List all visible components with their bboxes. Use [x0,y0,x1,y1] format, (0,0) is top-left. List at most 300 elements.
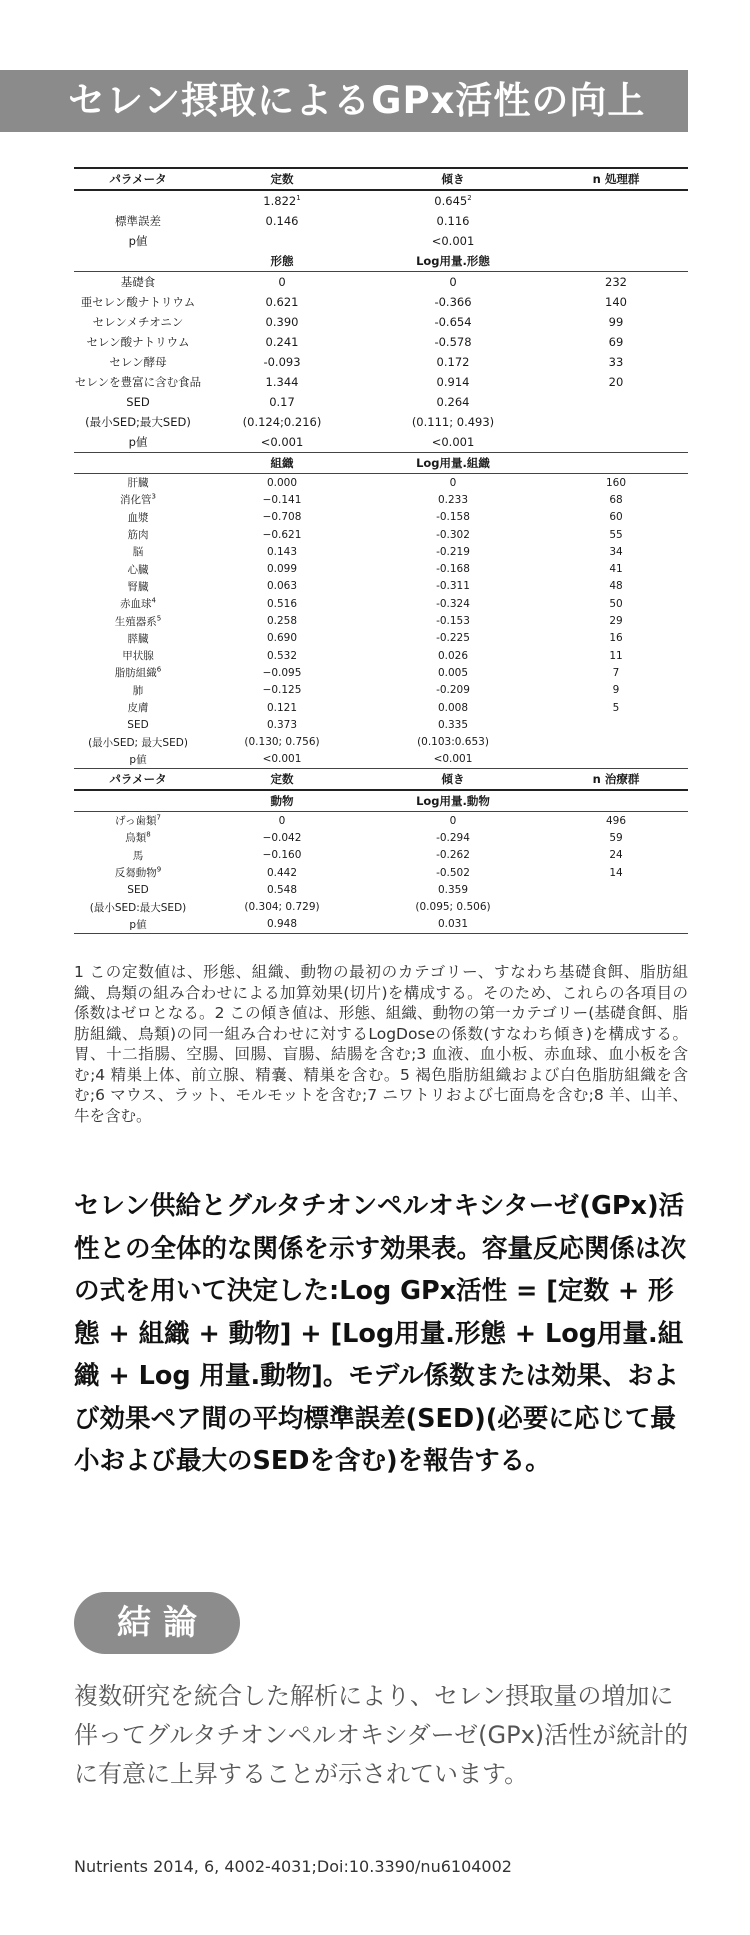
row-label-text: 反芻動物 [114,867,157,880]
section-label-text: 動物 [270,794,294,809]
row-label [74,352,202,372]
table-row [74,829,688,846]
row-label [74,595,202,612]
slope-value [362,829,544,846]
section-label [362,790,544,812]
slope-value-text: <0.001 [433,753,473,766]
section-header-row [74,790,688,812]
slope-value [362,272,544,293]
constant-value-text: 0.390 [265,315,299,329]
n-value-text: 50 [609,597,623,610]
row-label [74,312,202,332]
row-label-text: げっ歯類 [115,815,157,828]
section-header-row [74,453,688,474]
constant-value [202,578,362,595]
row-label-text: SED [127,718,149,731]
row-label [74,491,202,508]
slope-value-text: -0.219 [436,545,470,558]
row-label [74,392,202,412]
constant-value-text: 0.146 [265,214,299,228]
section-header-row [74,251,688,272]
n-value-text: 59 [609,831,623,844]
slope-value-text: -0.311 [436,580,470,593]
constant-value [202,432,362,453]
table-row [74,352,688,372]
n-value-text: 29 [609,615,623,628]
n-value [544,509,688,526]
table-row [74,292,688,312]
table-row [74,211,688,231]
constant-value [202,560,362,577]
slope-value [362,733,544,750]
n-value-text: 33 [608,355,624,369]
slope-value [362,716,544,733]
constant-value-text: (0.124;0.216) [242,415,322,429]
slope-value-text: <0.001 [431,435,475,449]
row-label-text: 心臓 [127,563,149,576]
table-row [74,231,688,251]
row-label [74,526,202,543]
n-value [544,595,688,612]
n-value [544,292,688,312]
slope-value-text: 0.914 [436,375,470,389]
header-cell-text: n 処理群 [592,172,640,186]
footnote-marker: 4 [151,596,156,605]
footnote-marker: 6 [156,665,162,674]
footnote-marker: 9 [156,865,162,874]
table-row [74,664,688,681]
n-value [544,612,688,629]
row-label [74,543,202,560]
n-value-text: 68 [609,493,623,506]
constant-value [202,211,362,231]
table-row [74,190,688,211]
slope-value [362,412,544,432]
constant-value [202,352,362,372]
constant-value-text: −0.141 [262,493,302,506]
slope-value-text: -0.262 [436,849,470,862]
n-value-text: 69 [608,335,624,349]
footnote-marker: 5 [156,614,162,623]
slope-value-text: -0.153 [436,615,470,628]
table-row [74,716,688,733]
constant-value [202,682,362,699]
slope-value [362,812,544,830]
row-label-text: セレン酸ナトリウム [86,335,190,349]
slope-value-text: 0.645 [434,194,468,208]
row-label-text: セレンを豊富に含む食品 [74,375,202,389]
row-label [74,881,202,898]
footnote-marker: 8 [146,830,151,839]
constant-value [202,899,362,916]
header-cell [362,168,544,190]
slope-value [362,491,544,508]
n-value-text: 24 [609,849,623,862]
row-label [74,647,202,664]
n-value [544,682,688,699]
slope-value-text: 0.026 [437,649,469,662]
row-label-text: 筋肉 [127,529,149,542]
table-row [74,392,688,412]
row-label-text: 亜セレン酸ナトリウム [80,295,196,309]
row-label [74,733,202,750]
slope-value-text: 0.335 [437,718,469,731]
row-label-text: 鳥類 [125,832,147,845]
n-value [544,578,688,595]
slope-value [362,699,544,716]
row-label [74,612,202,629]
constant-value [202,392,362,412]
constant-value [202,595,362,612]
constant-value [202,272,362,293]
n-value-text: 20 [608,375,624,389]
conclusion-text: 複数研究を統合した解析により、セレン摂取量の増加に伴ってグルタチオンペルオキシダーゼ(GPx)活性が統計的に有意に上昇することが示されています。 [74,1682,689,1788]
constant-value-text: 0.000 [266,476,298,489]
header-cell-text: 傾き [441,772,465,787]
row-label-text: SED [126,395,150,409]
constant-value [202,699,362,716]
constant-value [202,526,362,543]
footnote-marker: 2 [467,194,472,203]
constant-value-text: −0.708 [262,511,302,524]
slope-value-text: 0.233 [437,493,469,506]
header-cell-text: パラメータ [109,772,167,787]
n-value-text: 99 [608,315,624,329]
table-row [74,916,688,934]
constant-value-text: 1.822 [263,194,297,208]
row-label-text: 肝臓 [127,477,149,490]
n-value-text: 55 [609,528,623,541]
constant-value-text: 0.121 [266,701,298,714]
row-label [74,682,202,699]
slope-value [362,292,544,312]
slope-value [362,847,544,864]
row-label [74,899,202,916]
header-cell [202,769,362,791]
row-label-text: 標準誤差 [115,214,161,228]
constant-value [202,509,362,526]
constant-value-text: 0.532 [266,649,298,662]
constant-value [202,332,362,352]
header-cell [544,168,688,190]
header-cell-text: n 治療群 [592,772,640,787]
section-label-text: 組織 [270,456,294,470]
section-label [202,790,362,812]
header-cell-text: 定数 [270,172,294,186]
n-value [544,474,688,492]
n-value [544,647,688,664]
n-value-text: 11 [609,649,623,662]
table-row [74,647,688,664]
row-label [74,829,202,846]
n-value [544,664,688,681]
row-label [74,699,202,716]
n-value [544,352,688,372]
table-row [74,864,688,881]
section-label-text: Log用量.動物 [416,794,490,809]
row-label [74,372,202,392]
table-row [74,543,688,560]
table-row [74,474,688,492]
section-blank [74,790,202,812]
section-label [362,453,544,474]
constant-value [202,647,362,664]
constant-value-text: −0.125 [262,684,302,697]
row-label-text: 肺 [132,684,144,697]
slope-value [362,647,544,664]
row-label-text: 生殖器系 [114,615,157,628]
table-row [74,881,688,898]
slope-value-text: 0 [449,275,457,289]
n-value-text: 60 [609,511,623,524]
slope-value [362,352,544,372]
constant-value [202,372,362,392]
constant-value-text: 0.373 [266,718,298,731]
row-label-text: p値 [129,753,147,766]
slope-value-text: 0 [449,814,457,827]
n-value [544,332,688,352]
table-row [74,332,688,352]
n-value [544,829,688,846]
constant-value [202,812,362,830]
table-header-row [74,769,688,791]
table-row [74,630,688,647]
row-label-text: 脂肪組織 [114,667,157,680]
slope-value [362,881,544,898]
n-value [544,864,688,881]
slope-value-text: -0.225 [436,632,470,645]
row-label [74,812,202,830]
slope-value [362,372,544,392]
table-row [74,899,688,916]
n-value [544,716,688,733]
n-value-text: 7 [612,666,620,679]
slope-value-text: (0.103:0.653) [417,736,489,749]
slope-value [362,630,544,647]
slope-value-text: -0.302 [436,528,470,541]
n-value [544,412,688,432]
n-value-text: 16 [609,632,623,645]
constant-value [202,412,362,432]
section-label-text: Log用量.形態 [416,254,490,268]
constant-value [202,716,362,733]
header-cell-text: 傾き [441,172,465,186]
constant-value-text: 0 [278,814,286,827]
row-label [74,847,202,864]
n-value-text: 496 [605,814,627,827]
slope-value-text: -0.654 [434,315,472,329]
slope-value [362,543,544,560]
table-row [74,526,688,543]
row-label-text: 血漿 [127,511,149,524]
row-label [74,474,202,492]
row-label-text: 馬 [132,849,144,862]
constant-value-text: 0.063 [266,580,298,593]
slope-value-text: 0.359 [437,883,469,896]
n-value-text: 34 [609,545,623,558]
row-label [74,578,202,595]
table-row [74,751,688,769]
table-row [74,847,688,864]
constant-value-text: 0.548 [266,883,298,896]
row-label [74,231,202,251]
n-value-text: 5 [612,701,620,714]
slope-value [362,432,544,453]
row-label [74,560,202,577]
slope-value [362,682,544,699]
row-label-text: p値 [129,918,147,931]
header-cell-text: パラメータ [109,172,167,186]
row-label-text: (最小SED; 最大SED) [88,736,188,749]
slope-value [362,312,544,332]
n-value [544,733,688,750]
n-value-text: 140 [605,295,627,309]
slope-value [362,578,544,595]
table-row [74,699,688,716]
table-row [74,560,688,577]
slope-value [362,211,544,231]
slope-value-text: 0.116 [436,214,470,228]
section-label [202,251,362,272]
table-row [74,733,688,750]
constant-value [202,190,362,211]
n-value [544,312,688,332]
slope-value [362,190,544,211]
slope-value-text: (0.095; 0.506) [415,901,491,914]
section-label [202,453,362,474]
row-label-text: 消化管 [120,494,152,507]
n-value [544,881,688,898]
slope-value [362,526,544,543]
constant-value-text: −0.621 [262,528,302,541]
header-cell [74,168,202,190]
constant-value-text: 0.258 [266,615,298,628]
constant-value-text: −0.095 [262,666,302,679]
slope-value-text: -0.209 [436,684,470,697]
constant-value-text: 0.241 [265,335,299,349]
row-label-text: セレンメチオニン [92,315,184,329]
table-row [74,491,688,508]
citation: Nutrients 2014, 6, 4002-4031;Doi:10.3390/nu6104002 [74,1857,512,1876]
header-cell [362,769,544,791]
row-label [74,751,202,769]
constant-value-text: −0.160 [262,849,302,862]
slope-value [362,899,544,916]
section-blank [74,453,202,474]
constant-value [202,864,362,881]
constant-value-text: 0.442 [266,866,298,879]
n-value [544,543,688,560]
slope-value [362,392,544,412]
section-blank [74,251,202,272]
table-row [74,432,688,453]
n-value-text: 41 [609,563,623,576]
row-label [74,211,202,231]
constant-value [202,829,362,846]
slope-value-text: <0.001 [431,234,475,248]
row-label-text: 甲状腺 [122,650,154,663]
constant-value-text: <0.001 [262,753,302,766]
slope-value [362,231,544,251]
footnote-marker: 3 [151,492,156,501]
constant-value-text: −0.042 [262,831,302,844]
slope-value [362,916,544,934]
table-row [74,509,688,526]
table-row [74,412,688,432]
slope-value-text: -0.324 [436,597,470,610]
n-value [544,272,688,293]
section-blank [544,453,688,474]
table-row [74,812,688,830]
row-label [74,292,202,312]
row-label [74,509,202,526]
row-label-text: セレン酵母 [109,355,167,369]
slope-value-text: -0.366 [434,295,472,309]
row-label-text: SED [127,883,149,896]
slope-value-text: -0.158 [436,511,470,524]
n-value-text: 14 [609,866,623,879]
slope-value [362,509,544,526]
slope-value-text: -0.502 [436,866,470,879]
row-label-text: 脳 [132,546,144,559]
table-row [74,612,688,629]
n-value [544,699,688,716]
table-row [74,682,688,699]
n-value [544,190,688,211]
n-value [544,812,688,830]
table-footnotes: 1 この定数値は、形態、組織、動物の最初のカテゴリー、すなわち基礎食餌、脂肪組織、鳥類の組み合わせによる加算効果(切片)を構成する。そのため、これらの各項目の係数はゼロとなる。2 この傾き値は、形態、組織、動物の第一カテゴリー(基礎食餌、脂肪組織、鳥類)の同一組み合わせに対するLogDoseの係数(すなわち傾き)を構成する。胃、十二指腸、空腸、回腸、盲腸、結腸を含む;3 血液、血小板、赤血球、血小板を含む;4 精巣上体、前立腺、精嚢、精巣を含む。5 褐色脂肪組織および白色脂肪組織を含む;6 マウス、ラット、モルモットを含む;7 ニワトリおよび七面鳥を含む;8 羊、山羊、牛を含む。 [74,963,688,1125]
slope-value-text: 0.005 [437,666,469,679]
constant-value [202,292,362,312]
n-value [544,491,688,508]
row-label-text: 腎臓 [127,580,149,593]
constant-value-text: 0.621 [265,295,299,309]
constant-value-text: 0.690 [266,632,298,645]
constant-value [202,881,362,898]
conclusion-label: 結論 [74,1592,240,1654]
constant-value-text: <0.001 [260,435,304,449]
row-label-text: (最小SED:最大SED) [89,901,187,914]
n-value [544,751,688,769]
slope-value [362,864,544,881]
constant-value-text: (0.304; 0.729) [244,901,320,914]
table-row [74,578,688,595]
n-value [544,630,688,647]
table-row [74,312,688,332]
n-value-text: 48 [609,580,623,593]
constant-value-text: 1.344 [265,375,299,389]
constant-value-text: 0 [278,275,286,289]
summary-text: セレン供給とグルタチオンペルオキシターゼ(GPx)活性との全体的な関係を示す効果表。容量反応関係は次の式を用いて決定した:Log GPx活性 = [定数 + 形態 + 組織 + 動物] + [Log用量.形態 + Log用量.組織 + Log 用量.動物]。モデル係数または効果、および効果ペア間の平均標準誤差(SED)(必要に応じて最小および最大のSEDを含む)を報告する。 [74,1191,687,1476]
footnote-marker: 7 [156,813,161,822]
row-label [74,664,202,681]
section-label-text: Log用量.組織 [416,456,490,470]
row-label [74,190,202,211]
row-label [74,864,202,881]
row-label-text: 基礎食 [120,275,156,289]
slope-value-text: (0.111; 0.493) [411,415,495,429]
row-label-text: (最小SED;最大SED) [85,415,191,429]
effects-table [74,167,688,934]
slope-value-text: 0.264 [436,395,470,409]
header-cell [74,769,202,791]
row-label [74,412,202,432]
table-row [74,595,688,612]
row-label [74,432,202,453]
footnote-marker: 1 [296,194,301,203]
slope-value [362,612,544,629]
constant-value [202,612,362,629]
